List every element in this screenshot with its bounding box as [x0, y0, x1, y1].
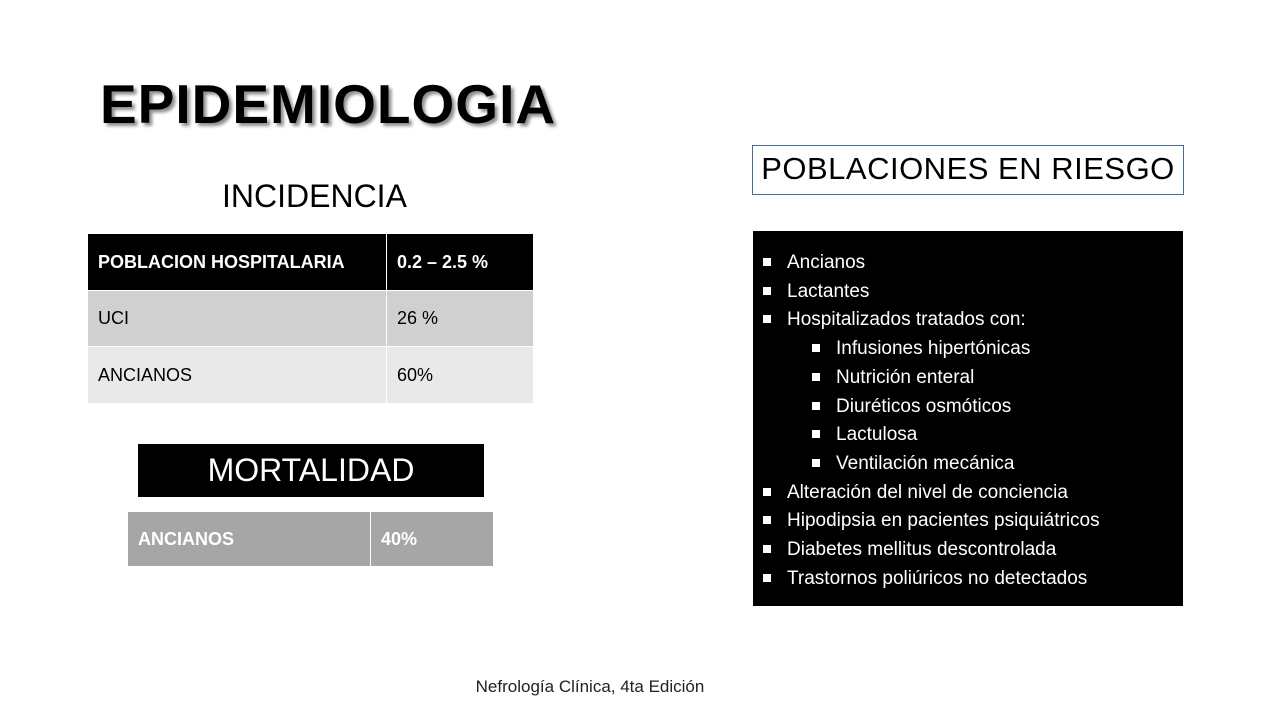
table-row	[88, 347, 534, 404]
list-item-label: Diuréticos osmóticos	[836, 395, 1012, 417]
list-item	[753, 306, 1183, 335]
list-item-label: Trastornos poliúricos no detectados	[787, 567, 1088, 589]
mortality-table	[128, 512, 494, 567]
list-item	[753, 393, 1183, 422]
list-item	[753, 278, 1183, 307]
bullet-icon	[812, 430, 820, 438]
list-item	[753, 450, 1183, 479]
list-item	[753, 335, 1183, 364]
list-item-label: Alteración del nivel de conciencia	[787, 481, 1068, 503]
bullet-icon	[812, 373, 820, 381]
table-row	[128, 512, 494, 567]
table-row	[88, 291, 534, 347]
bullet-icon	[763, 545, 771, 553]
bullet-icon	[763, 488, 771, 496]
risk-list	[753, 231, 1183, 606]
list-item-label: Infusiones hipertónicas	[836, 338, 1031, 360]
list-item-label: Hospitalizados tratados con:	[787, 309, 1026, 331]
list-item	[753, 249, 1183, 278]
list-item-label: Lactantes	[787, 280, 870, 302]
table-cell: UCI	[88, 291, 387, 347]
bullet-icon	[812, 459, 820, 467]
table-header-cell: 0.2 – 2.5 %	[387, 234, 534, 291]
bullet-icon	[763, 258, 771, 266]
list-item	[753, 565, 1183, 594]
bullet-icon	[763, 574, 771, 582]
table-header-row	[88, 234, 534, 291]
table-cell: 60%	[387, 347, 534, 404]
list-item	[753, 507, 1183, 536]
slide-title: EPIDEMIOLOGIA	[100, 73, 557, 135]
list-item	[753, 421, 1183, 450]
list-item	[753, 479, 1183, 508]
bullet-icon	[812, 402, 820, 410]
table-cell: ANCIANOS	[128, 512, 371, 567]
list-item	[753, 536, 1183, 565]
table-cell: 26 %	[387, 291, 534, 347]
table-cell: 40%	[371, 512, 494, 567]
footer-citation: Nefrología Clínica, 4ta Edición	[475, 677, 705, 696]
incidence-heading: INCIDENCIA	[222, 178, 407, 214]
list-item-label: Ventilación mecánica	[836, 452, 1015, 474]
incidence-table	[88, 234, 534, 404]
bullet-icon	[763, 315, 771, 323]
list-item-label: Hipodipsia en pacientes psiquiátricos	[787, 510, 1100, 532]
list-item	[753, 364, 1183, 393]
list-item-label: Nutrición enteral	[836, 366, 975, 388]
table-cell: ANCIANOS	[88, 347, 387, 404]
table-header-cell: POBLACION HOSPITALARIA	[88, 234, 387, 291]
bullet-icon	[812, 344, 820, 352]
list-item-label: Ancianos	[787, 252, 866, 273]
list-item-label: Lactulosa	[836, 424, 918, 446]
mortality-heading: MORTALIDAD	[138, 444, 484, 497]
bullet-icon	[763, 516, 771, 524]
bullet-icon	[763, 287, 771, 295]
list-item-label: Diabetes mellitus descontrolada	[787, 539, 1057, 561]
risk-heading: POBLACIONES EN RIESGO	[752, 145, 1184, 195]
